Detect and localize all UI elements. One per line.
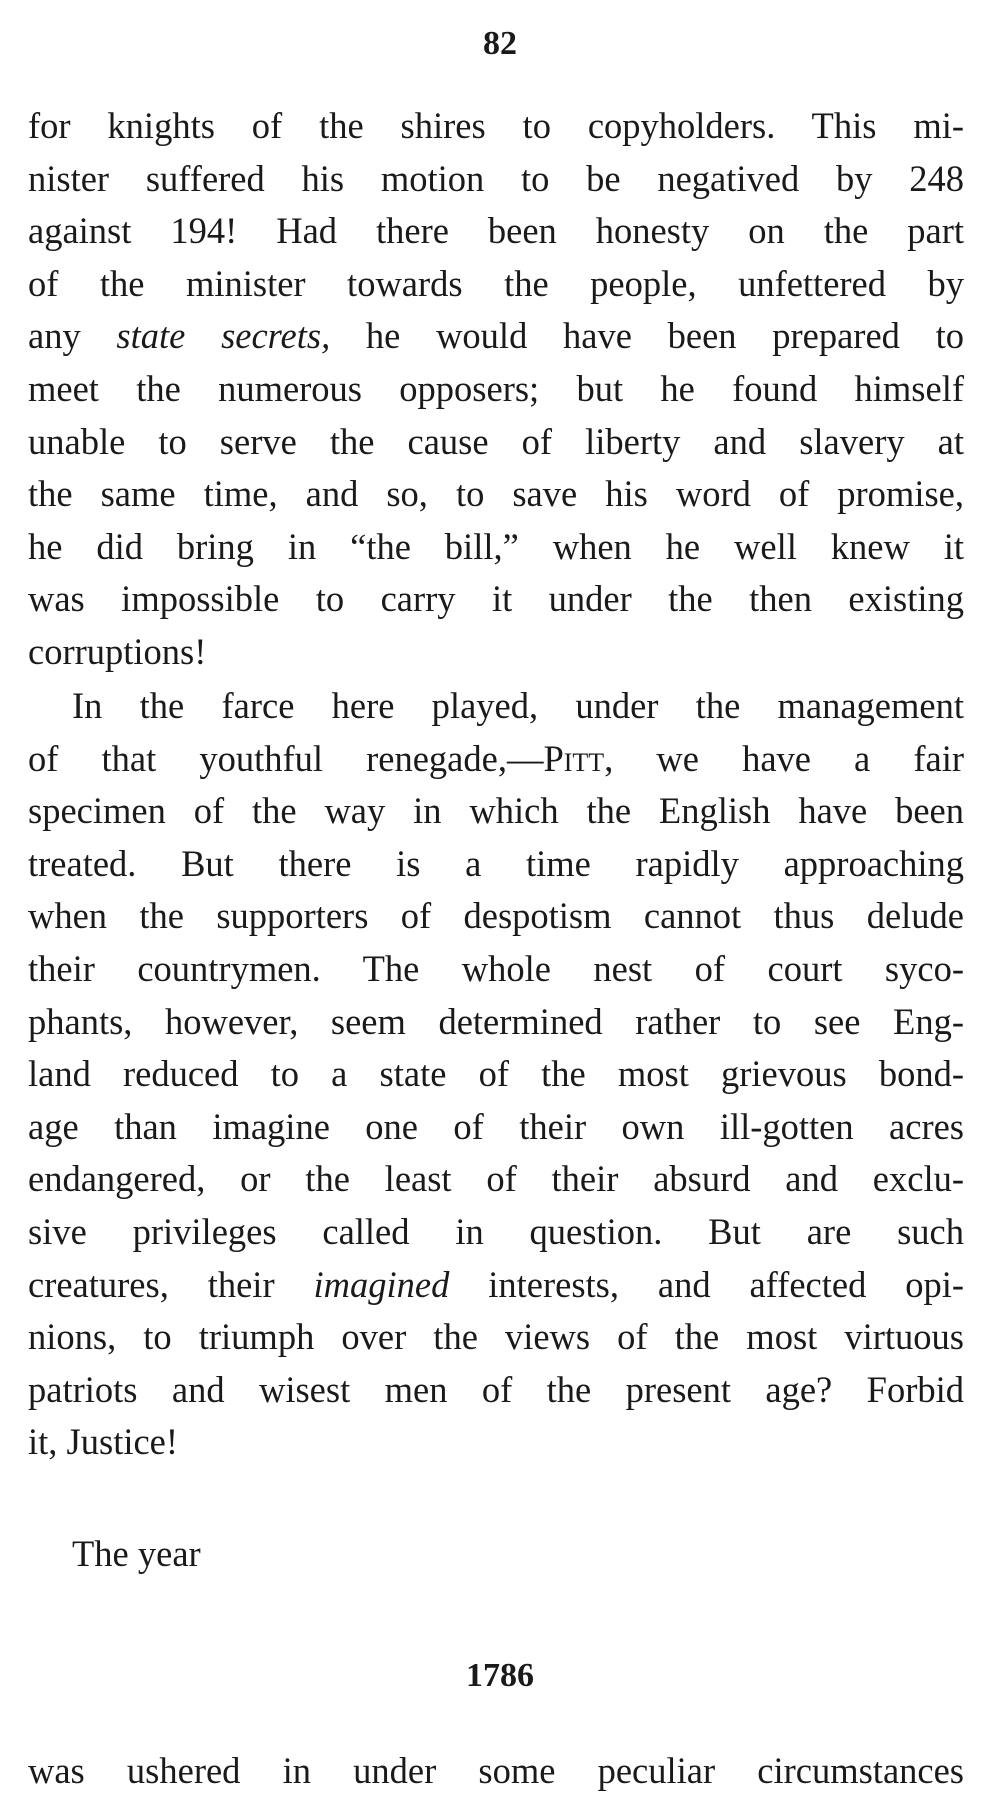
text-fragment: any <box>28 315 117 357</box>
text-line: when the supporters of despotism cannot thus delude <box>28 895 964 937</box>
text-line: In the farce here played, under the management <box>72 685 964 726</box>
text-fragment: creatures, their <box>28 1263 314 1305</box>
text-fragment: he would have been prepared to <box>330 315 965 357</box>
text-line: their countrymen. The whole nest of court syco- <box>28 947 964 989</box>
text-fragment: , we have a fair <box>604 737 965 779</box>
year-heading: 1786 <box>466 1657 534 1694</box>
person-name: Pitt <box>543 737 605 779</box>
text-line: sive privileges called in question. But are such <box>28 1210 964 1252</box>
text-line: patriots and wisest men of the present age? Forbid <box>28 1368 964 1410</box>
text-line: land reduced to a state of the most grievous bond- <box>28 1053 964 1095</box>
text-fragment: of that youthful renegade,— <box>28 737 544 779</box>
text-line <box>28 1259 964 1312</box>
text-fragment: interests, and affected opi- <box>449 1263 964 1305</box>
text-line: nions, to triumph over the views of the most virtuous <box>28 1316 964 1358</box>
text-line: specimen of the way in which the English have been <box>28 790 964 832</box>
text-line: unable to serve the cause of liberty and slavery at <box>28 420 964 462</box>
text-line: age than imagine one of their own ill-gotten acres <box>28 1105 964 1147</box>
text-line: for knights of the shires to copyholders. This mi- <box>28 105 964 146</box>
text-line: the same time, and so, to save his word of promise, <box>28 473 964 515</box>
text-line: against 194! Had there been honesty on the part <box>28 210 964 252</box>
text-line: was impossible to carry it under the then existing <box>28 578 964 620</box>
text-line: endangered, or the least of their absurd and exclu- <box>28 1158 964 1200</box>
italic-word: imagined <box>313 1263 450 1305</box>
text-line: treated. But there is a time rapidly approaching <box>28 842 964 884</box>
text-line: corruptions! <box>28 630 207 672</box>
page-number: 82 <box>483 25 517 62</box>
paragraph-2 <box>28 680 964 1469</box>
text-line: meet the numerous opposers; but he found himself <box>28 367 964 409</box>
text-line: was ushered in under some peculiar circumstances <box>28 1750 964 1791</box>
text-line: of the minister towards the people, unfettered by <box>28 262 964 304</box>
italic-phrase: state secrets, <box>116 315 331 357</box>
text-line: phants, however, seem determined rather to see Eng- <box>28 1000 964 1042</box>
text-line: he did bring in “the bill,” when he well knew it <box>28 525 964 567</box>
year-lead-text: The year <box>72 1533 201 1574</box>
paragraph-1 <box>28 100 964 679</box>
text-line <box>28 310 964 363</box>
text-line <box>28 733 964 786</box>
text-line: it, Justice! <box>28 1421 179 1463</box>
text-line: nister suffered his motion to be negatived by 248 <box>28 157 964 199</box>
